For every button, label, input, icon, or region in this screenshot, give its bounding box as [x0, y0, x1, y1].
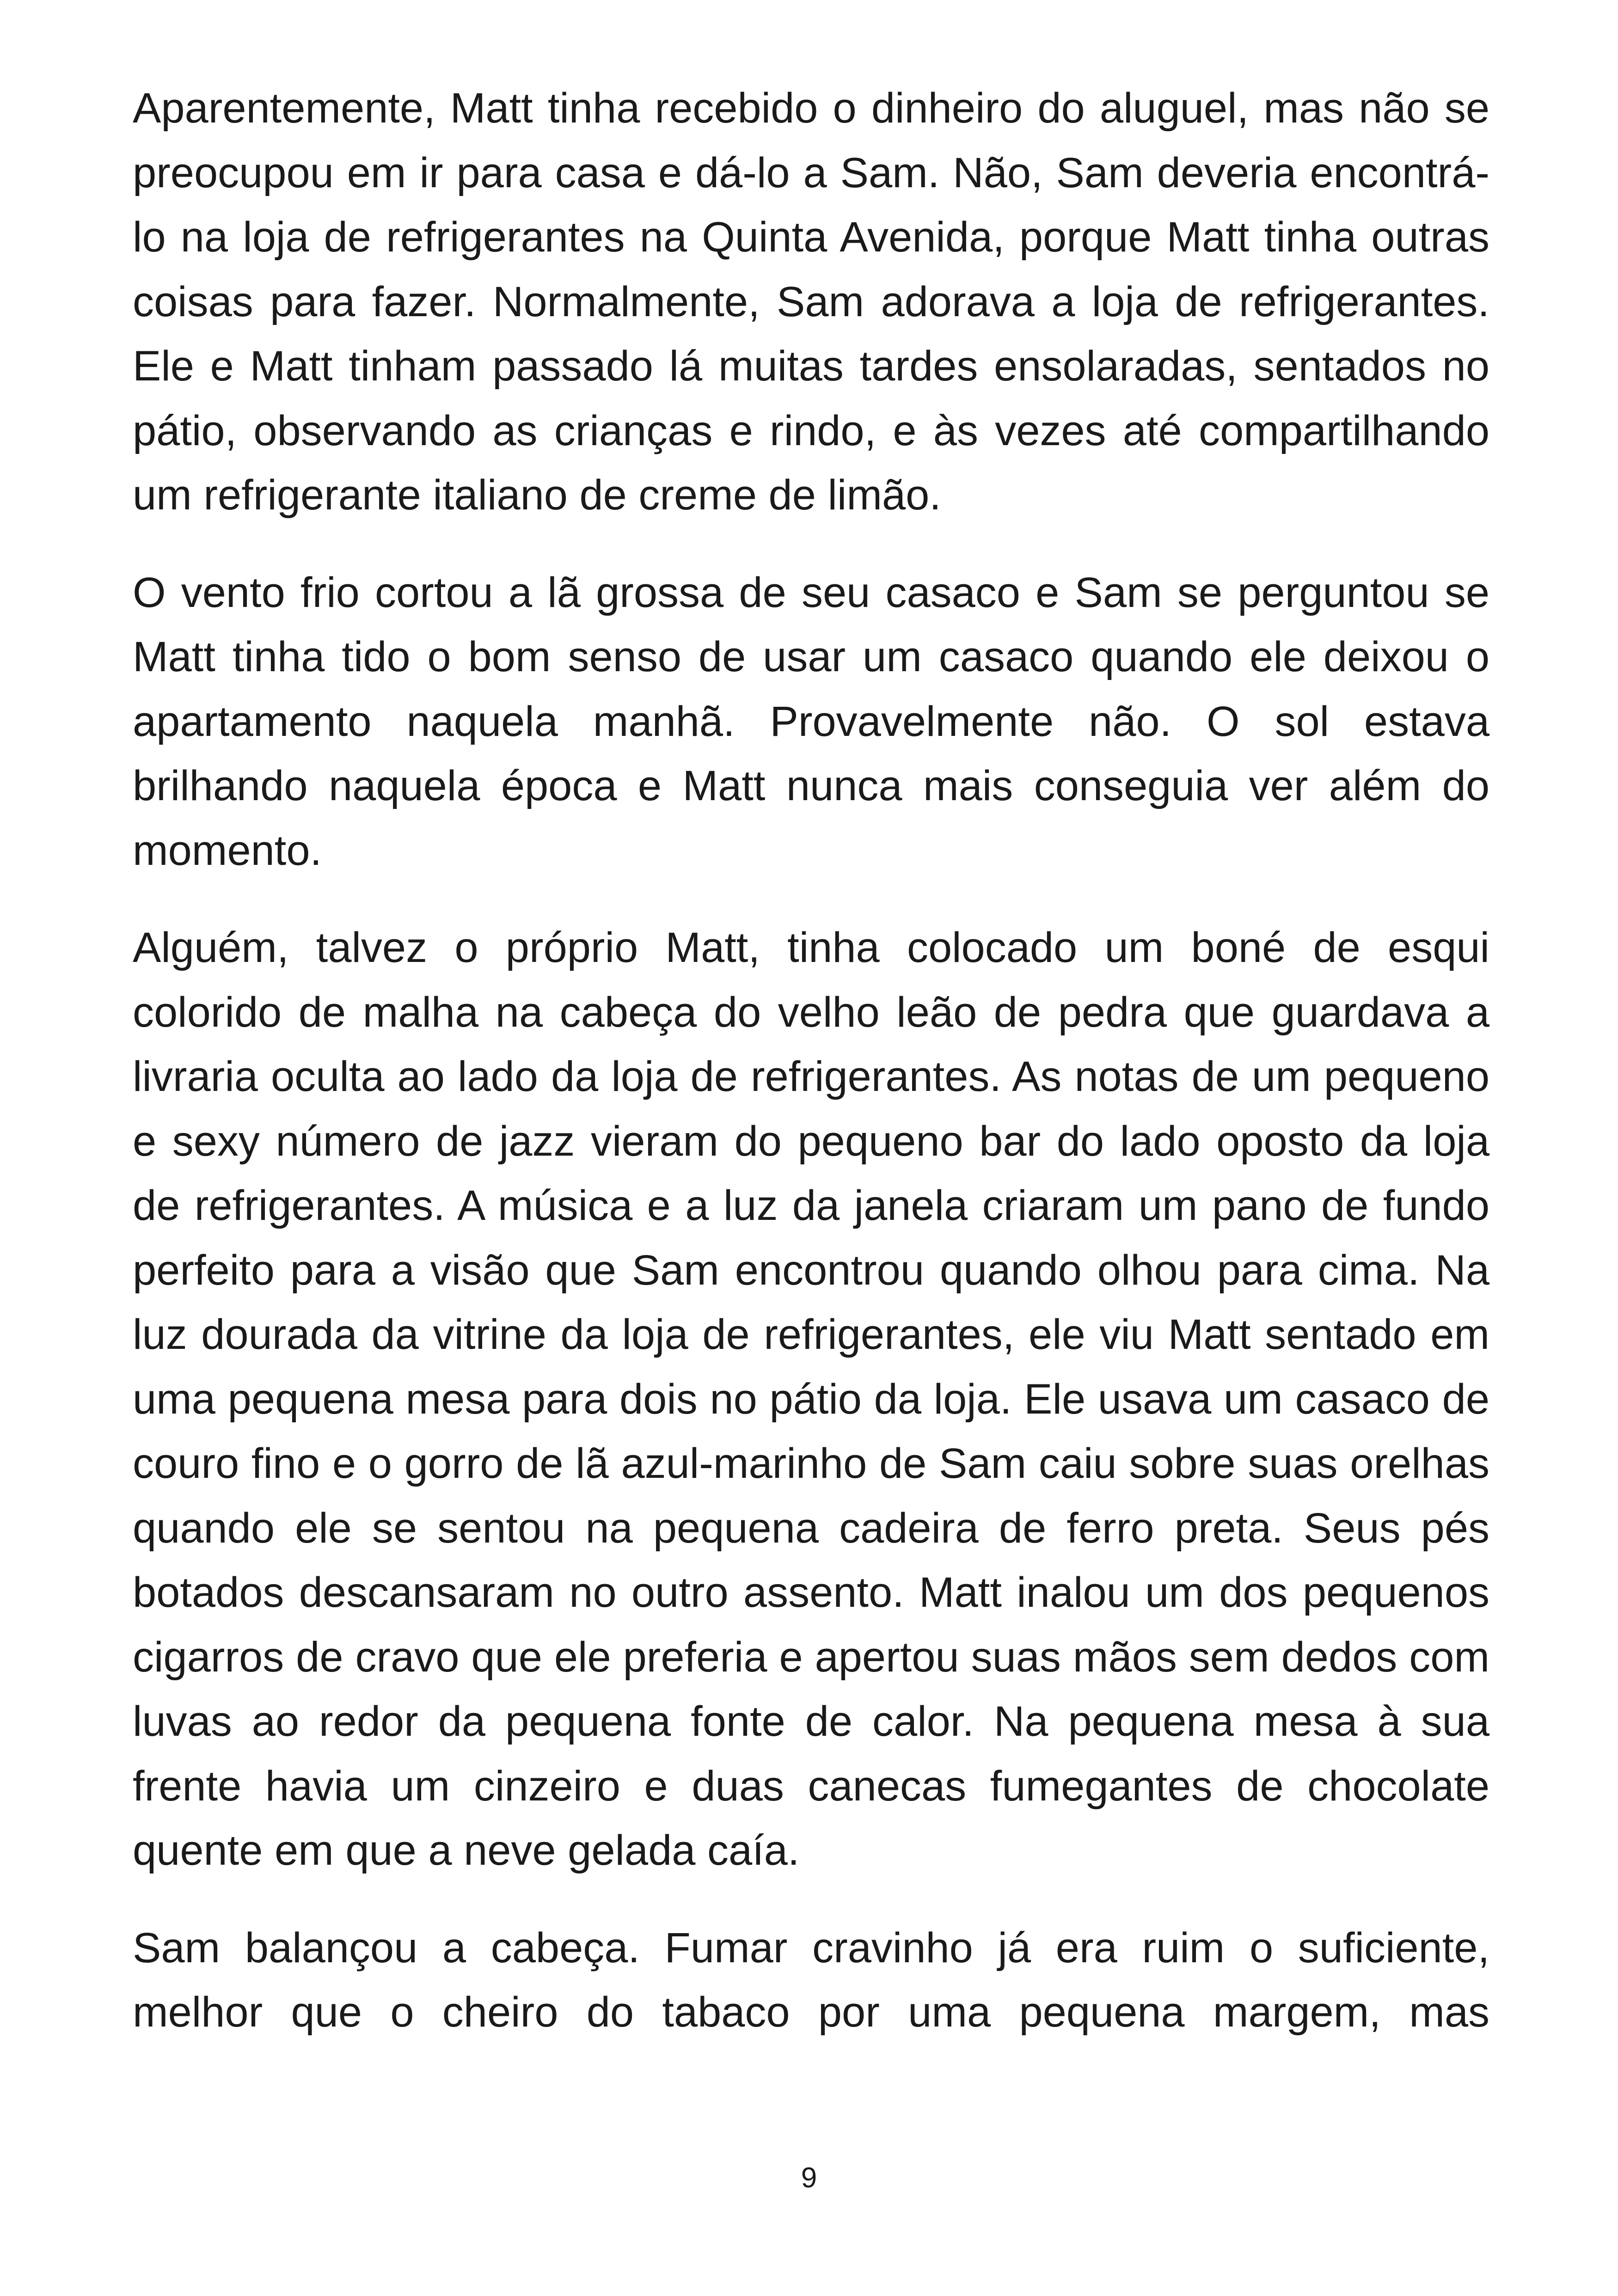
paragraph-1: Aparentemente, Matt tinha recebido o dinheiro do aluguel, mas não se preocupou em ir para casa e dá-lo a Sam. Não, Sam deveria encontrá-lo na loja de refrigerantes na Quinta Avenida, porque Matt tinha outras coisas para fazer. Normalmente, Sam adorava a loja de refrigerantes. Ele e Matt tinham passado lá muitas tardes ensolaradas, sentados no pátio, observando as crianças e rindo, e às vezes até compartilhando um refrigerante italiano de creme de limão.	[133, 85, 1489, 519]
paragraph-2: O vento frio cortou a lã grossa de seu casaco e Sam se perguntou se Matt tinha tido o bom senso de usar um casaco quando ele deixou o apartamento naquela manhã. Provavelmente não. O sol estava brilhando naquela época e Matt nunca mais conseguia ver além do momento.	[133, 569, 1489, 874]
paragraph-3: Alguém, talvez o próprio Matt, tinha colocado um boné de esqui colorido de malha na cabeça do velho leão de pedra que guardava a livraria oculta ao lado da loja de refrigerantes. As notas de um pequeno e sexy número de jazz vieram do pequeno bar do lado oposto da loja de refrigerantes. A música e a luz da janela criaram um pano de fundo perfeito para a visão que Sam encontrou quando olhou para cima. Na luz dourada da vitrine da loja de refrigerantes, ele viu Matt sentado em uma pequena mesa para dois no pátio da loja. Ele usava um casaco de couro fino e o gorro de lã azul-marinho de Sam caiu sobre suas orelhas quando ele se sentou na pequena cadeira de ferro preta. Seus pés botados descansaram no outro assento. Matt inalou um dos pequenos cigarros de cravo que ele preferia e apertou suas mãos sem dedos com luvas ao redor da pequena fonte de calor. Na pequena mesa à sua frente havia um cinzeiro e duas canecas fumegantes de chocolate quente em que a neve gelada caía.	[133, 924, 1489, 1874]
paragraph-4: Sam balançou a cabeça. Fumar cravinho já era ruim o suficiente, melhor que o cheiro do tabaco por uma pequena margem, mas	[133, 1924, 1489, 2036]
body-text	[133, 76, 1489, 2045]
page-number: 9	[801, 2162, 817, 2194]
